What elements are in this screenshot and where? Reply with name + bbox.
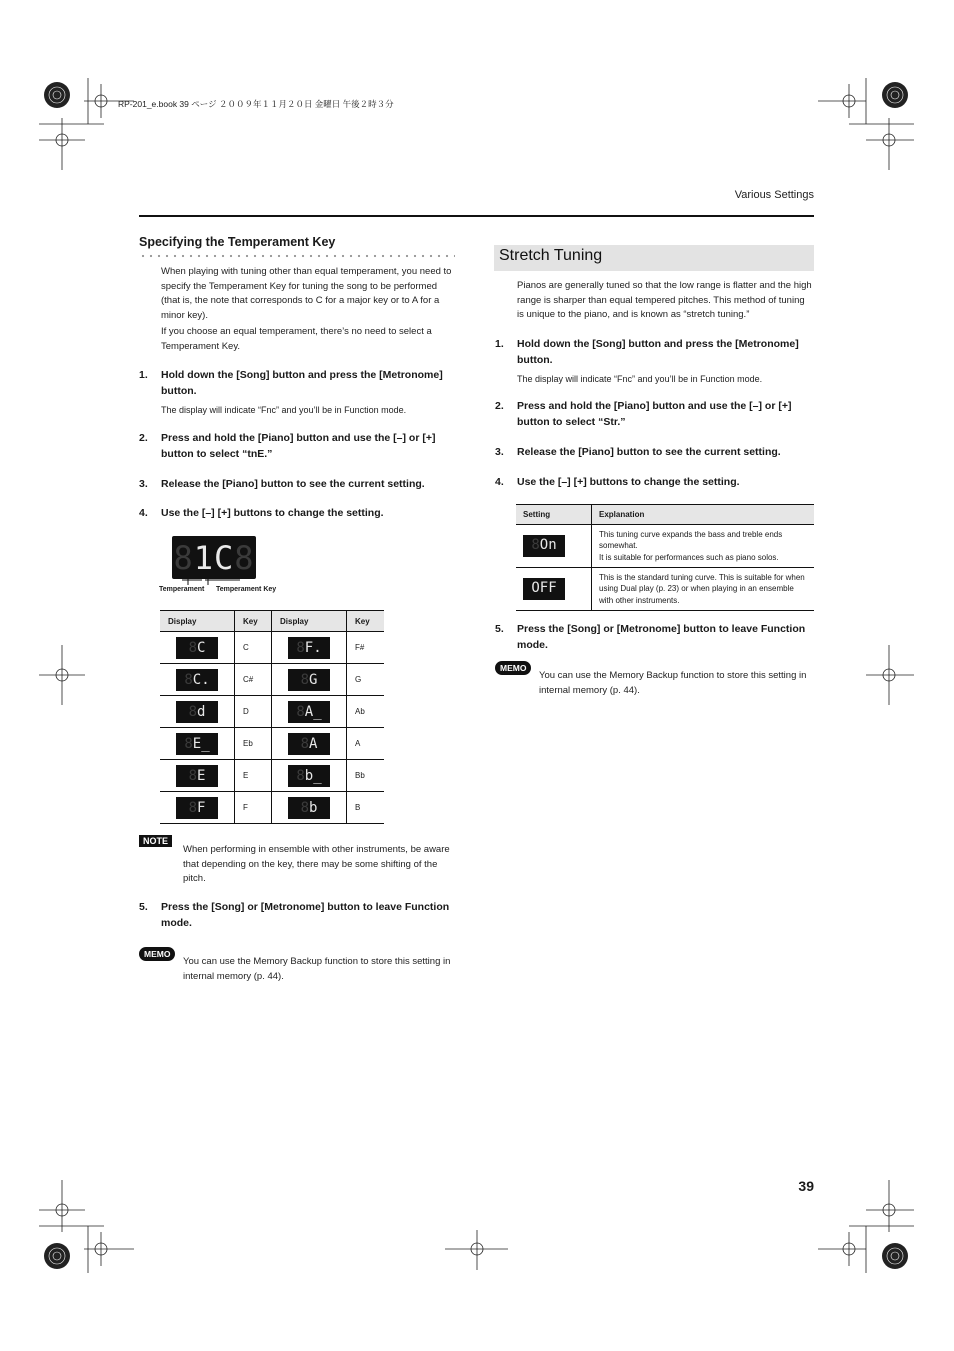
key-name: Eb xyxy=(243,739,253,748)
step-number: 5. xyxy=(495,623,504,635)
led-ghost-digit: 8 xyxy=(188,639,197,656)
key-cell xyxy=(235,792,272,824)
led-ghost-digit: 8 xyxy=(296,767,305,784)
explanation-text: This is the standard tuning curve. This is suitable for when using Dual play (p. 23) or when playing in an ensemble with other instruments. xyxy=(599,572,805,605)
step-text: Release the [Piano] button to see the current setting. xyxy=(517,446,781,458)
led-display xyxy=(176,669,218,691)
led-display xyxy=(288,765,330,787)
key-cell xyxy=(347,664,385,696)
led-display-text: F. xyxy=(304,639,322,656)
key-cell xyxy=(347,632,385,664)
step-text: Use the [–] [+] buttons to change the setting. xyxy=(517,476,740,488)
setting-cell xyxy=(516,568,592,611)
led-ghost-digit: 8 xyxy=(531,537,540,554)
col-key: Key xyxy=(235,611,272,632)
file-info: RP-201_e.book 39 ページ ２００９年１１月２０日 金曜日 午後２時３分 xyxy=(118,99,394,109)
led-display-on xyxy=(523,535,565,557)
memo-badge: MEMO xyxy=(495,661,531,675)
right-step-5 xyxy=(495,621,807,653)
led-ghost-digit: 8 xyxy=(188,799,197,816)
led-display xyxy=(176,733,218,755)
led-ghost-digit: 8 xyxy=(184,735,193,752)
led-display-text: A_ xyxy=(304,703,322,720)
key-name: Ab xyxy=(355,707,365,716)
led-ghost-digit: 8 xyxy=(300,735,309,752)
stretch-setting-table xyxy=(516,504,814,611)
led-ghost-digit: 8 xyxy=(184,671,193,688)
led-display-text: C xyxy=(197,639,206,656)
led-display-text: C. xyxy=(192,671,210,688)
led-display xyxy=(288,701,330,723)
step-text: Hold down the [Song] button and press the [Metronome] button. xyxy=(517,338,799,366)
key-name: E xyxy=(243,771,249,780)
step-number: 1. xyxy=(495,338,504,350)
left-step-1 xyxy=(139,367,461,417)
temperament-label: Temperament xyxy=(159,586,205,593)
display-cell xyxy=(272,728,347,760)
key-cell xyxy=(347,696,385,728)
key-name: C# xyxy=(243,675,254,684)
key-name: D xyxy=(243,707,249,716)
key-cell xyxy=(347,760,385,792)
memo-badge: MEMO xyxy=(139,947,175,961)
led-ghost-digit: 8 xyxy=(300,671,309,688)
table-row xyxy=(160,760,384,792)
step-text: Press the [Song] or [Metronome] button to leave Function mode. xyxy=(161,901,450,929)
step-text: Press and hold the [Piano] button and use the [–] or [+] button to select “tnE.” xyxy=(161,432,436,460)
key-name: G xyxy=(355,675,362,684)
key-cell xyxy=(347,728,385,760)
led-ghost-digit: 8 xyxy=(188,767,197,784)
led-display-text: G xyxy=(309,671,318,688)
step-number: 5. xyxy=(139,901,148,913)
led-display xyxy=(176,701,218,723)
left-step-5 xyxy=(139,899,451,931)
display-cell xyxy=(272,760,347,792)
led-display-off xyxy=(523,578,565,600)
display-cell xyxy=(160,760,235,792)
led-display xyxy=(176,797,218,819)
right-step-3 xyxy=(495,444,817,460)
display-cell xyxy=(272,792,347,824)
explanation-text: It is suitable for performances such as piano solos. xyxy=(599,552,779,562)
step-number: 4. xyxy=(139,507,148,519)
left-intro-1: When playing with tuning other than equal temperament, you need to specify the Temperament Key for tuning the song to be performed (that is, the note that corresponds to C for a major key or to A for a minor key). xyxy=(161,266,452,321)
led-display-example xyxy=(172,536,256,579)
memo-text: You can use the Memory Backup function to store this setting in internal memory (p. 44). xyxy=(183,956,451,982)
right-step-1 xyxy=(495,336,817,386)
led-display-text: A xyxy=(309,735,318,752)
led-display-text: 1C xyxy=(193,538,235,577)
stretch-tuning-heading: Stretch Tuning xyxy=(499,247,603,264)
table-row xyxy=(160,792,384,824)
key-cell xyxy=(235,664,272,696)
display-cell xyxy=(272,632,347,664)
note-badge: NOTE xyxy=(139,835,172,847)
display-cell xyxy=(160,696,235,728)
step-text: Use the [–] [+] buttons to change the setting. xyxy=(161,507,384,519)
step-subtext: The display will indicate “Fnc” and you’ll be in Function mode. xyxy=(161,405,407,415)
step-number: 2. xyxy=(139,432,148,444)
led-display xyxy=(288,733,330,755)
left-intro-2: If you choose an equal temperament, there’s no need to select a Temperament Key. xyxy=(161,326,432,352)
display-cell xyxy=(160,728,235,760)
explanation-cell xyxy=(592,568,815,611)
temperament-key-label: Temperament Key xyxy=(216,586,277,593)
led-display xyxy=(176,637,218,659)
right-intro: Pianos are generally tuned so that the low range is flatter and the high range is sharper than equal tempered pitches. This method of tuning is unique to the piano, and is known as “stretch tuning.” xyxy=(517,280,812,320)
key-cell xyxy=(235,632,272,664)
col-explanation: Explanation xyxy=(592,505,815,525)
led-display-text: b_ xyxy=(304,767,322,784)
key-name: Bb xyxy=(355,771,365,780)
step-number: 2. xyxy=(495,400,504,412)
memo-text: You can use the Memory Backup function to store this setting in internal memory (p. 44). xyxy=(539,670,807,696)
led-display xyxy=(176,765,218,787)
display-cell xyxy=(160,664,235,696)
key-name: A xyxy=(355,739,361,748)
step-text: Press the [Song] or [Metronome] button to leave Function mode. xyxy=(517,623,806,651)
key-cell xyxy=(347,792,385,824)
left-step-4 xyxy=(139,505,461,521)
table-row xyxy=(160,728,384,760)
led-display-text: F xyxy=(197,799,206,816)
col-setting: Setting xyxy=(516,505,592,525)
key-name: C xyxy=(243,643,249,652)
col-display: Display xyxy=(160,611,235,632)
step-text: Hold down the [Song] button and press the [Metronome] button. xyxy=(161,369,443,397)
setting-cell xyxy=(516,525,592,568)
note-text: When performing in ensemble with other instruments, be aware that depending on the key, there may be some shifting of the pitch. xyxy=(183,844,450,884)
led-display-text: E xyxy=(197,767,206,784)
col-key: Key xyxy=(347,611,385,632)
led-ghost-digit: 8 xyxy=(300,799,309,816)
led-ghost-digit: 8 xyxy=(234,538,255,577)
header-rule xyxy=(139,215,814,217)
right-step-4 xyxy=(495,474,817,490)
led-display-text: d xyxy=(197,703,206,720)
table-row xyxy=(516,568,814,611)
display-cell xyxy=(160,632,235,664)
display-cell xyxy=(272,696,347,728)
led-display-text: On xyxy=(539,537,557,554)
step-number: 4. xyxy=(495,476,504,488)
key-name: F# xyxy=(355,643,365,652)
step-text: Press and hold the [Piano] button and use the [–] or [+] button to select “Str.” xyxy=(517,400,792,428)
explanation-cell xyxy=(592,525,815,568)
table-row xyxy=(160,632,384,664)
temperament-key-table xyxy=(160,610,384,824)
step-number: 1. xyxy=(139,369,148,381)
explanation-text: This tuning curve expands the bass and treble ends somewhat. xyxy=(599,529,783,551)
led-display-text: b xyxy=(309,799,318,816)
led-display xyxy=(288,797,330,819)
led-ghost-digit: 8 xyxy=(296,639,305,656)
step-number: 3. xyxy=(495,446,504,458)
left-step-3 xyxy=(139,476,461,492)
display-cell xyxy=(160,792,235,824)
step-subtext: The display will indicate “Fnc” and you’ll be in Function mode. xyxy=(517,374,763,384)
key-cell xyxy=(235,696,272,728)
key-cell xyxy=(235,760,272,792)
key-name: F xyxy=(243,803,248,812)
page-number: 39 xyxy=(798,1178,814,1194)
table-row xyxy=(160,696,384,728)
led-display xyxy=(288,669,330,691)
led-display xyxy=(288,637,330,659)
left-step-2 xyxy=(139,430,461,462)
led-display-text: OFF xyxy=(531,580,557,597)
right-step-2 xyxy=(495,398,817,430)
table-row xyxy=(516,525,814,568)
section-label: Various Settings xyxy=(734,189,814,201)
led-ghost-digit: 8 xyxy=(188,703,197,720)
display-cell xyxy=(272,664,347,696)
step-text: Release the [Piano] button to see the current setting. xyxy=(161,478,425,490)
key-cell xyxy=(235,728,272,760)
key-name: B xyxy=(355,803,361,812)
col-display: Display xyxy=(272,611,347,632)
temperament-key-heading: Specifying the Temperament Key xyxy=(139,235,336,249)
table-row xyxy=(160,664,384,696)
led-ghost-digit: 8 xyxy=(296,703,305,720)
led-display-text: E_ xyxy=(192,735,210,752)
led-ghost-digit: 8 xyxy=(173,538,194,577)
step-number: 3. xyxy=(139,478,148,490)
heading-dots xyxy=(139,254,455,258)
